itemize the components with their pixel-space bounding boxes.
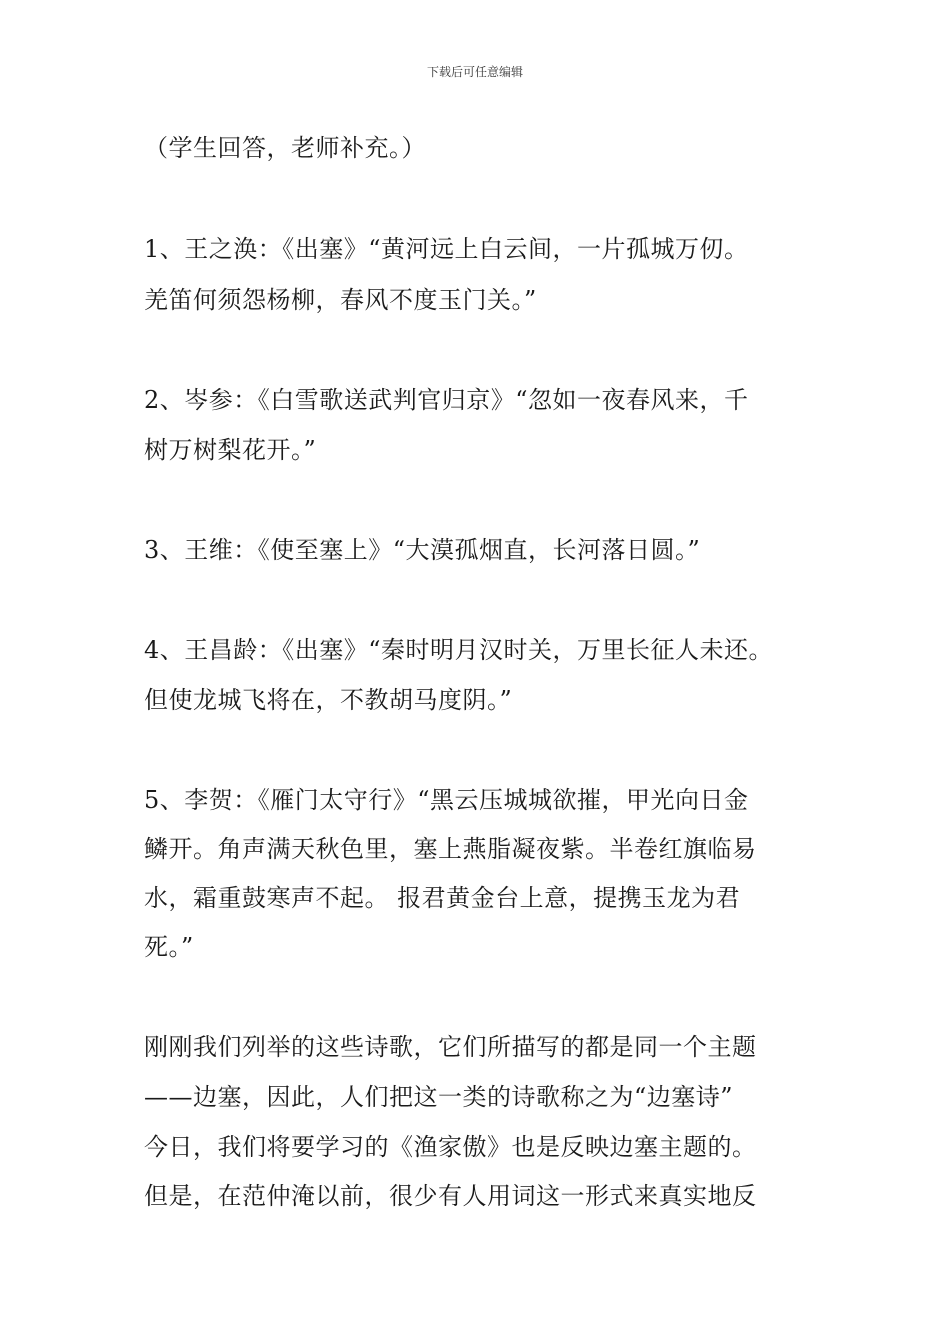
text-line: 但是，在范仲淹以前，很少有人用词这一形式来真实地反 — [144, 1182, 757, 1210]
text-line: （学生回答，老师补充。） — [144, 134, 426, 162]
text-line: 但使龙城飞将在，不教胡马度阴。” — [144, 686, 513, 714]
text-line: 1、王之涣：《出塞》“黄河远上白云间，一片孤城万仞。 — [144, 235, 749, 263]
text-line: 2、岑参：《白雪歌送武判官归京》“忽如一夜春风来，千 — [144, 386, 749, 414]
text-line: 4、王昌龄：《出塞》“秦时明月汉时关，万里长征人未还。 — [144, 636, 774, 664]
text-line: 刚刚我们列举的这些诗歌，它们所描写的都是同一个主题 — [144, 1033, 757, 1061]
text-line: 3、王维：《使至塞上》“大漠孤烟直，长河落日圆。” — [144, 536, 701, 564]
text-line: 鳞开。角声满天秋色里，塞上燕脂凝夜紫。半卷红旗临易 — [144, 835, 757, 863]
text-line: 水，霜重鼓寒声不起。 报君黄金台上意，提携玉龙为君 — [144, 884, 741, 912]
text-line: 羌笛何须怨杨柳，春风不度玉门关。” — [144, 286, 537, 314]
text-line: ——边塞，因此，人们把这一类的诗歌称之为“边塞诗” — [144, 1083, 734, 1111]
text-line: 死。” — [144, 933, 194, 961]
text-line: 今日，我们将要学习的《渔家傲》也是反映边塞主题的。 — [144, 1133, 757, 1161]
page-header: 下载后可任意编辑 — [426, 65, 523, 79]
text-line: 5、李贺：《雁门太守行》“黑云压城城欲摧，甲光向日金 — [144, 786, 749, 814]
text-line: 树万树梨花开。” — [144, 436, 317, 464]
